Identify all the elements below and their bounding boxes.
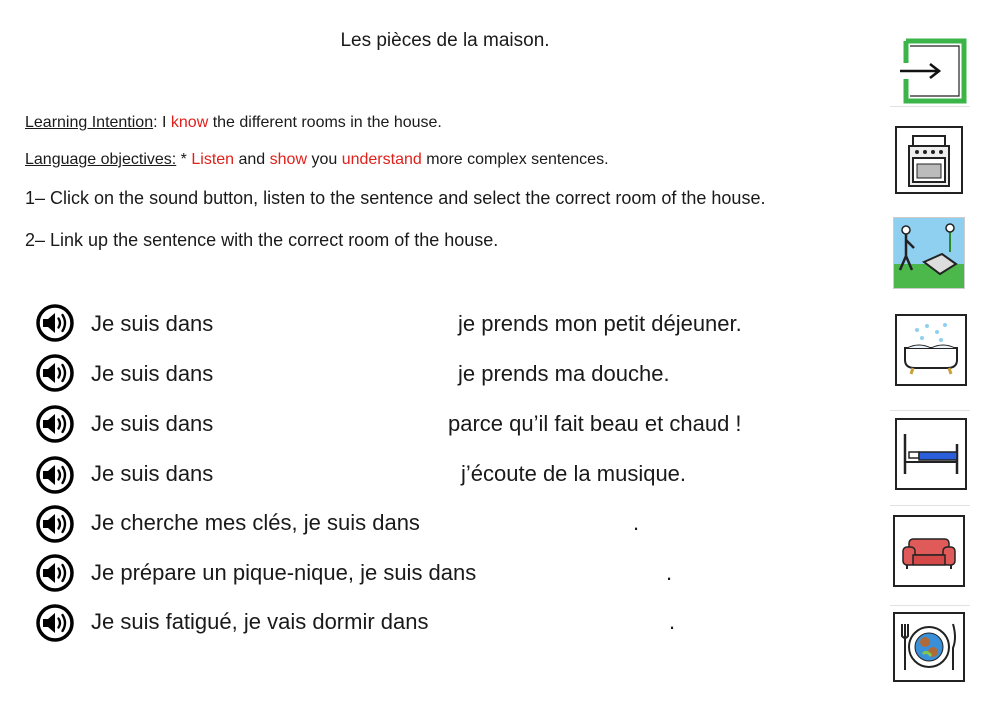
sentence-end: parce qu’il fait beau et chaud ! [448,411,742,436]
sentence-start: Je suis dans [91,311,214,336]
sound-button[interactable] [35,455,75,495]
language-and: and [234,151,270,168]
instruction-1: 1– Click on the sound button, listen to the sentence and select the correct room of the house. [25,188,766,208]
sentence-end: . [633,510,640,535]
learning-know: know [170,114,209,131]
sound-button[interactable] [35,504,75,544]
garden-icon [894,218,964,288]
picture-card-entrance[interactable] [898,37,968,105]
picture-card-dining-room[interactable] [893,612,965,682]
speaker-icon [35,455,75,495]
sentence-end: je prends ma douche. [458,361,670,386]
picture-card-kitchen[interactable] [895,126,963,194]
page-title: Les pièces de la maison. [340,30,550,51]
sofa-icon [895,517,963,585]
language-understand: understand [341,151,422,168]
language-rest: more complex sentences. [421,151,609,168]
speaker-icon [35,504,75,544]
sentence-end: . [666,560,673,585]
speaker-icon [35,404,75,444]
bed-icon [897,420,965,488]
sentence-start: Je suis dans [91,461,214,486]
language-objectives [25,151,609,169]
picture-card-bedroom[interactable] [895,418,967,490]
sentence-start: Je suis dans [91,361,214,386]
speaker-icon [35,353,75,393]
divider [890,106,970,107]
sentence-end: j’écoute de la musique. [461,461,687,486]
speaker-icon [35,303,75,343]
language-listen: Listen [191,151,235,168]
sentence-start: Je cherche mes clés, je suis dans [91,510,420,535]
divider [890,505,970,506]
learning-rest: the different rooms in the house. [208,114,442,131]
language-show: show [269,151,308,168]
learning-sep: : I [153,114,171,131]
sentence-end: je prends mon petit déjeuner. [458,311,742,336]
speaker-icon [35,553,75,593]
sound-button[interactable] [35,553,75,593]
divider [890,410,970,411]
sentence-start: Je suis fatigué, je vais dormir dans [91,609,429,634]
language-objectives-label: Language objectives: [25,151,177,168]
entrance-icon [898,37,968,105]
sentence-end: . [669,609,676,634]
learning-intention [25,114,442,132]
language-you: you [307,151,342,168]
picture-card-bathroom[interactable] [895,314,967,386]
sentence-start: Je suis dans [91,411,214,436]
sound-button[interactable] [35,353,75,393]
instruction-2: 2– Link up the sentence with the correct room of the house. [25,230,499,250]
sound-button[interactable] [35,303,75,343]
language-star: * [176,151,192,168]
picture-card-garden[interactable] [893,217,965,289]
sound-button[interactable] [35,603,75,643]
sentence-start: Je prépare un pique-nique, je suis dans [91,560,477,585]
divider [890,605,970,606]
sound-button[interactable] [35,404,75,444]
picture-card-living-room[interactable] [893,515,965,587]
dining-plate-icon [895,614,963,680]
kitchen-stove-icon [897,128,961,192]
bathtub-icon [897,316,965,384]
speaker-icon [35,603,75,643]
learning-intention-label: Learning Intention [25,114,154,131]
